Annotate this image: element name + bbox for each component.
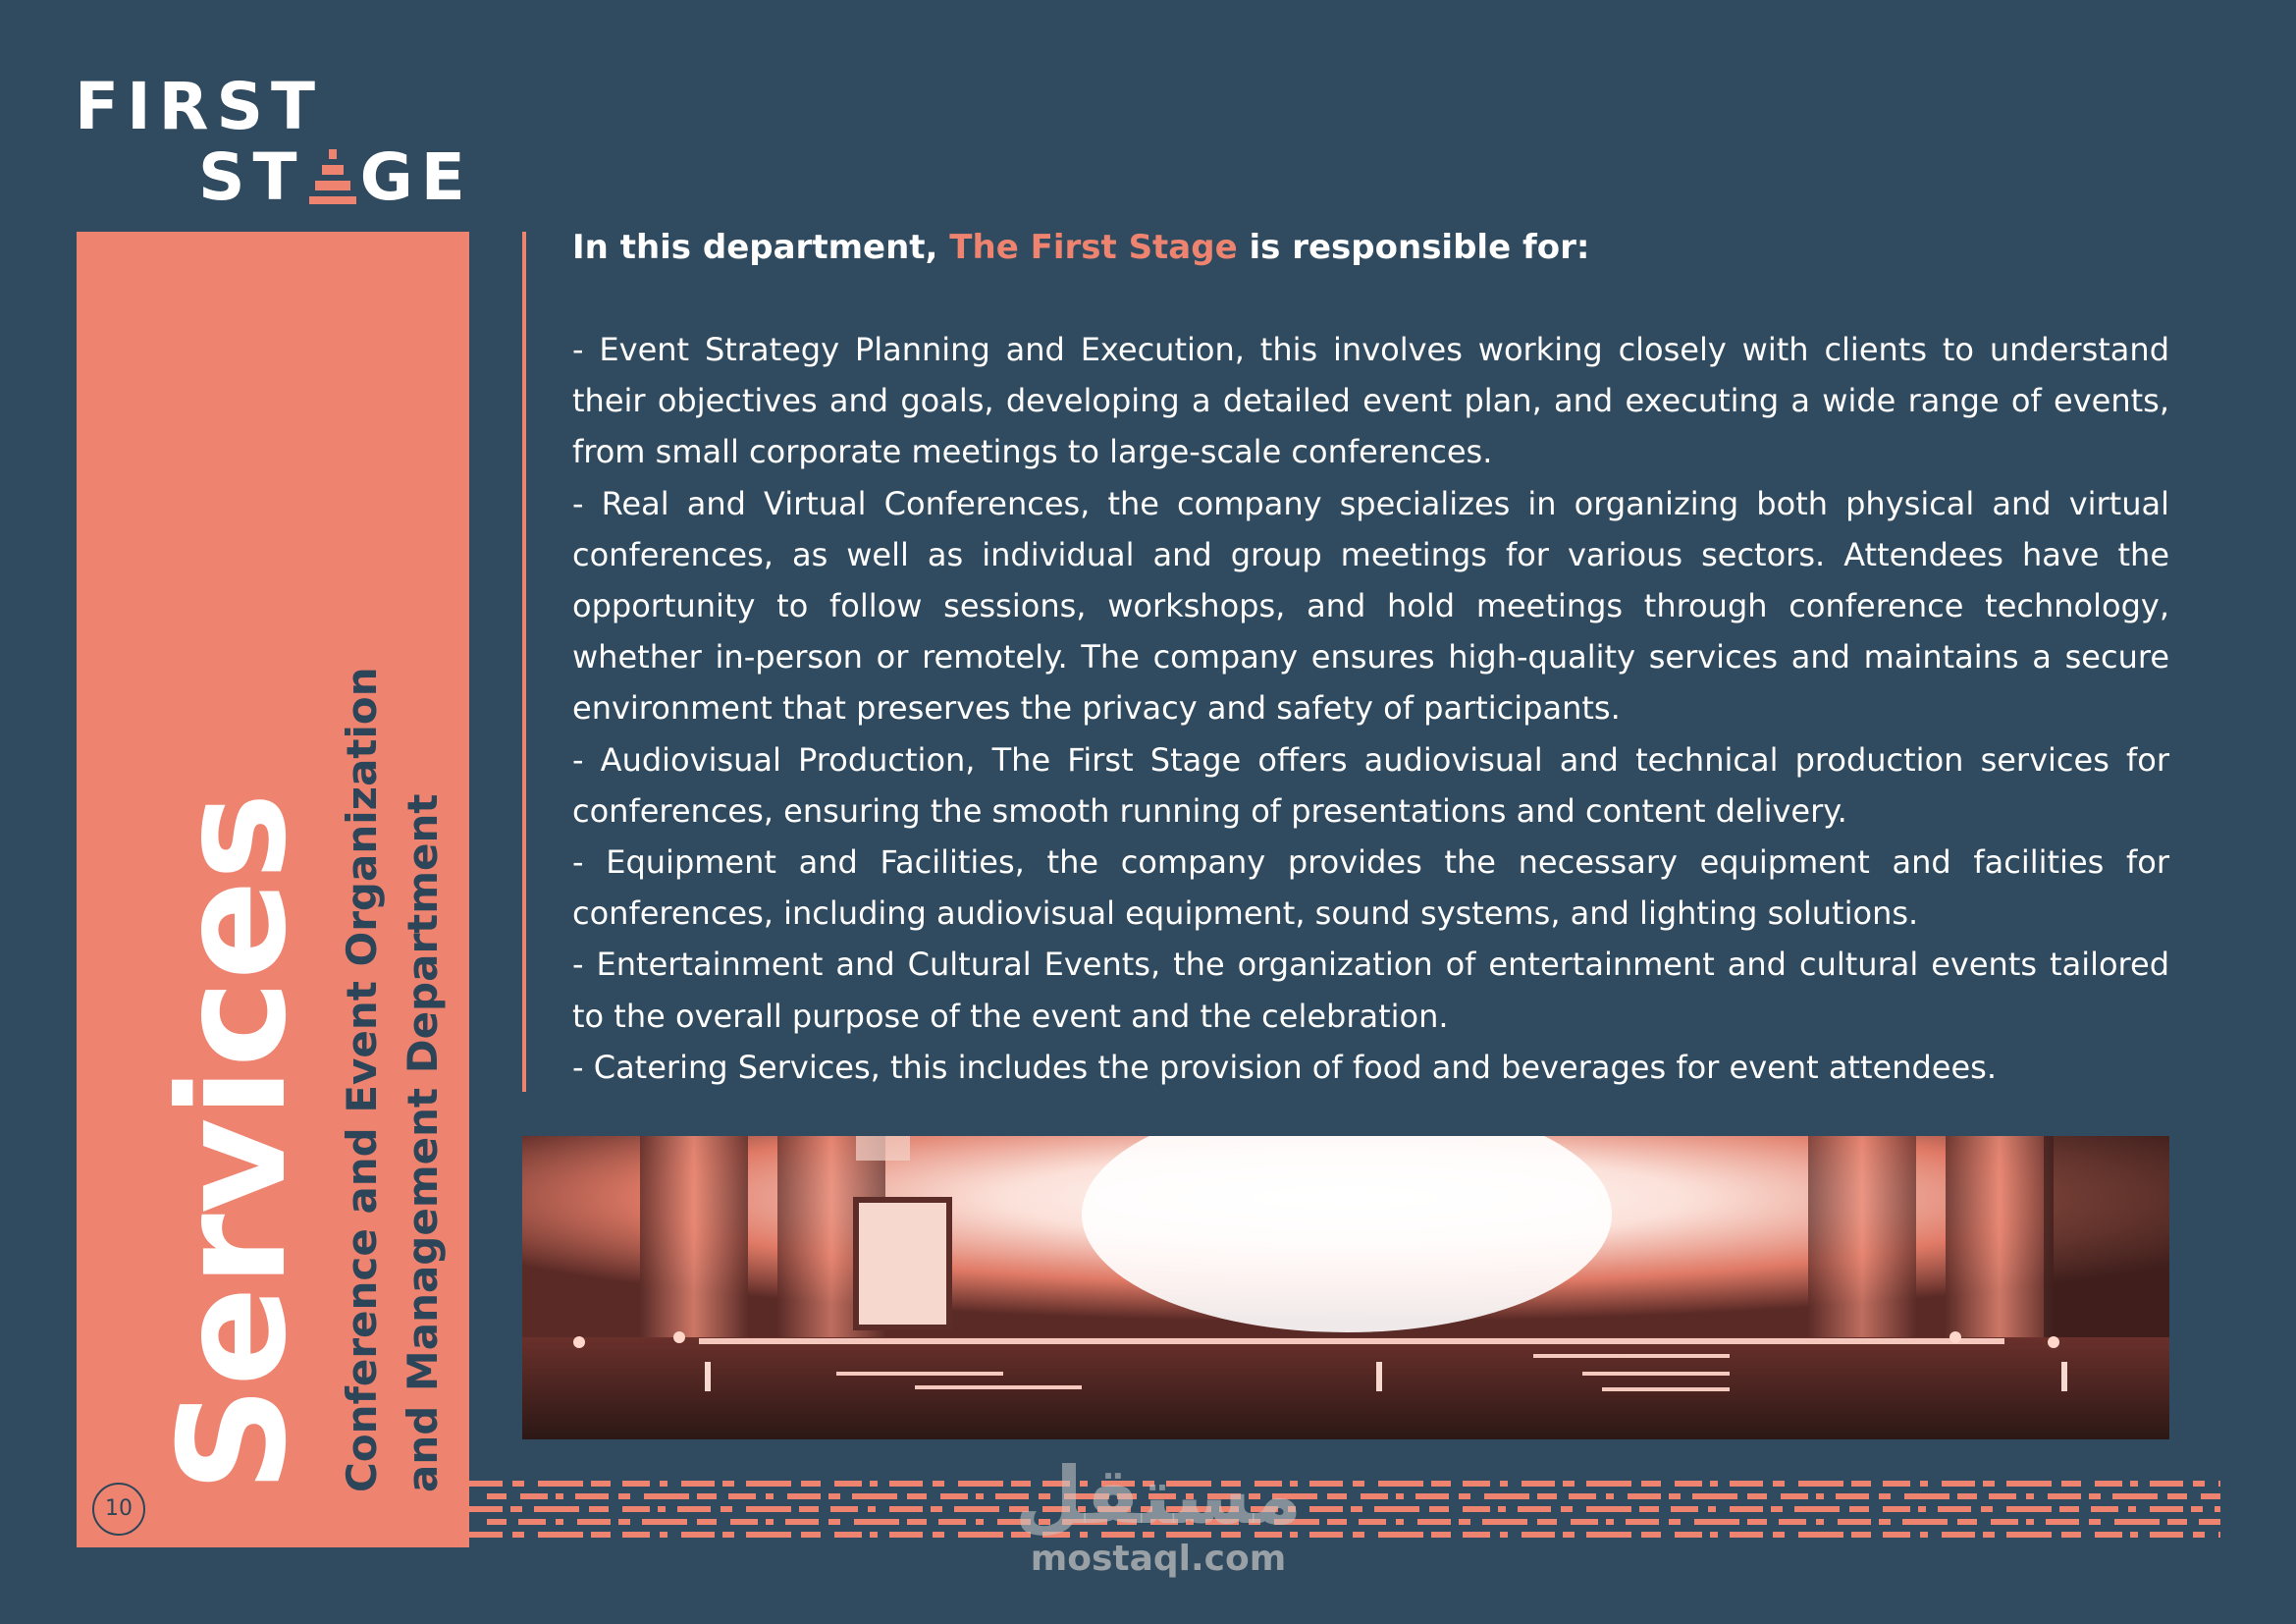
- sidebar-subtitle-line2: and Management Department: [399, 793, 447, 1492]
- accent-divider: [522, 232, 526, 1092]
- service-item-conferences: - Real and Virtual Conferences, the company specializes in organizing both physical and virtual conferences, as well as individual and group meetings for various sectors. Attendees have the opportunity to follow sessions, workshops, and hold meetings through conference technology, whether in-person or remotely. The company ensures high-quality services and maintains a secure environment that preserves the privacy and safety of participants.: [572, 484, 2169, 728]
- watermark: [1001, 1450, 1315, 1591]
- intro-suffix: is responsible for:: [1249, 228, 1590, 267]
- stage-image: [522, 1136, 2169, 1439]
- logo-word-stage: [198, 139, 473, 215]
- watermark-arabic: مستقل: [1014, 1450, 1303, 1542]
- service-item-equipment: - Equipment and Facilities, the company provides the necessary equipment and facilities for conferences, including audiovisual equipment, sound systems, and lighting solutions.: [572, 843, 2169, 933]
- service-item-catering: - Catering Services, this includes the provision of food and beverages for event attendees.: [572, 1048, 1998, 1086]
- intro-prefix: In this department,: [572, 228, 938, 267]
- intro-heading: [572, 222, 2169, 273]
- main-content: [572, 222, 2169, 1093]
- logo-stage-prefix: ST: [198, 139, 305, 215]
- brand-logo: [75, 69, 477, 215]
- service-item-audiovisual: - Audiovisual Production, The First Stage offers audiovisual and technical production services for conferences, ensuring the smooth running of presentations and content delivery.: [572, 740, 2169, 830]
- sidebar-subtitle: [332, 569, 454, 1492]
- service-item-entertainment: - Entertainment and Cultural Events, the organization of entertainment and cultural events tailored to the overall purpose of the event and the celebration.: [572, 946, 2169, 1035]
- watermark-latin: mostaql.com: [1030, 1539, 1287, 1579]
- logo-stage-suffix: GE: [359, 139, 473, 215]
- page-number: 10: [92, 1483, 145, 1536]
- logo-stage-pyramid-icon: [309, 145, 356, 204]
- sidebar-subtitle-line1: Conference and Event Organization: [338, 667, 386, 1492]
- intro-brand-name: The First Stage: [949, 228, 1238, 267]
- logo-word-first: FIRST: [75, 69, 324, 144]
- decorative-dash-pattern: [469, 1481, 2220, 1547]
- service-item-strategy: - Event Strategy Planning and Execution, this involves working closely with clients to understand their objectives and goals, developing a detailed event plan, and executing a wide range of events, from small corporate meetings to large-scale conferences.: [572, 331, 2169, 471]
- sidebar-title: Services: [148, 792, 319, 1492]
